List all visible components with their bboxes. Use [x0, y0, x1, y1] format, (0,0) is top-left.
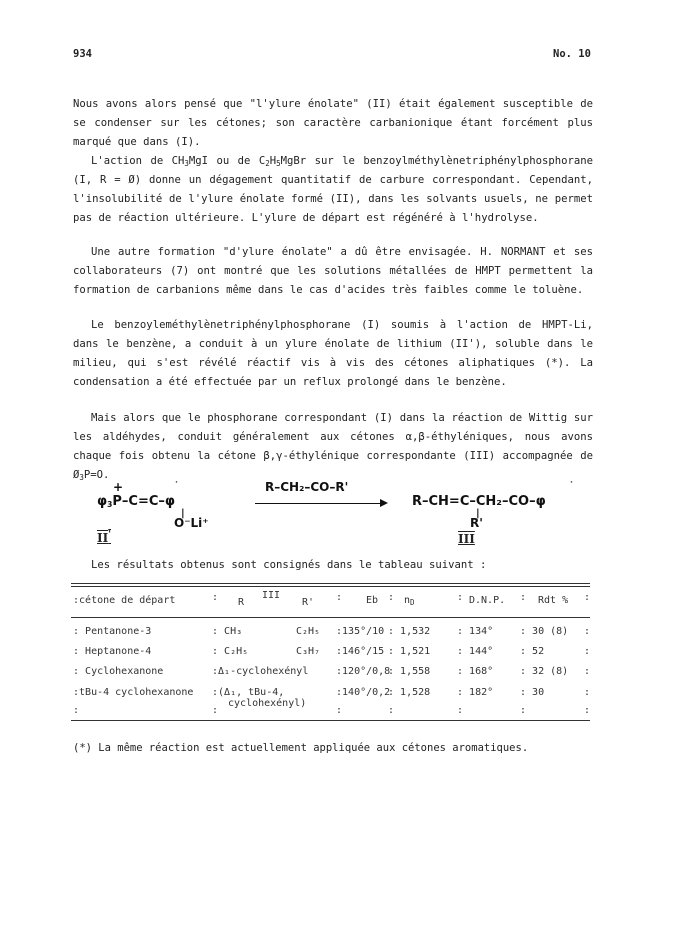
issue-number: No. 10: [553, 48, 591, 60]
paragraph-4: Le benzoyleméthylènetriphénylphosphorane (I) soumis à l'action de HMPT-Li, dans le benzène, a conduit à un ylure énolate de lithium (II'), soluble dans le milieu, qui s'est révélé réactif vis à vis des cétones aliphatiques (*). La condensation a été effectuée par un reflux prolongé dans le benzène.: [73, 319, 593, 388]
paragraph-1: Nous avons alors pensé que "l'ylure énolate" (II) était également susceptible de se condenser sur les cétones; son caractère carbanionique étant forcément plus marqué que dans (I).: [73, 98, 593, 148]
table-top-rule-2: [71, 586, 590, 587]
scheme-dot: ˙: [569, 481, 574, 492]
table-filler: :: [584, 705, 591, 716]
col-sep: :: [584, 592, 591, 603]
paragraph-5: Mais alors que le phosphorane correspondant (I) dans la réaction de Wittig sur les aldéhydes, conduit généralement aux cétones α,β-éthyléniques, nous avons chaque fois obtenu la cétone β,γ-éthylénique correspondante (III) accompagnée de $Ø_3P=O$.: [73, 412, 593, 482]
table-header-rule: [71, 617, 590, 618]
col-header-rdt: Rdt %: [538, 595, 569, 606]
col-header-dnp: D.N.P.: [469, 595, 506, 606]
scheme-right-formula: R–CH=C–CH₂–CO–φ: [412, 494, 546, 509]
paragraph-2: L'action de $CH_3MgI$ ou de $C_2H_5MgBr$ sur le benzoylméthylènetriphénylphosphorane (I, R = Ø) donne un dégagement quantitatif de carbure correspondant. Cependant, l'insolubilité de l'ylure énolate formé (II), dans les solvants usuels, ne permet pas de réaction ultérieure. L'ylure de départ est régénéré à l'hydrolyse.: [73, 155, 593, 224]
compound-label-ii-prime: II': [97, 530, 111, 545]
col-header-iii: III: [262, 590, 281, 601]
table-intro: Les résultats obtenus sont consignés dans le tableau suivant :: [91, 559, 487, 571]
page-number: 934: [73, 48, 92, 60]
col-header-r: R: [238, 597, 245, 608]
table-filler: :: [212, 705, 219, 716]
table-filler: :: [520, 705, 527, 716]
compound-label-iii: III: [458, 532, 475, 546]
col-sep: :: [520, 592, 527, 603]
scheme-left-bottom: O⁻Li⁺: [174, 516, 209, 530]
col-header-eb: Eb: [366, 595, 379, 606]
scheme-minus: ˙: [174, 481, 179, 492]
reaction-arrow-shaft: [255, 503, 385, 504]
scheme-right-substituent: R': [470, 516, 483, 530]
table-filler: :: [73, 705, 80, 716]
table-top-rule: [71, 583, 590, 584]
table-filler: :: [336, 705, 343, 716]
table-bottom-rule: [71, 720, 590, 721]
col-sep: :: [336, 592, 343, 603]
col-header-rprime: R': [302, 597, 315, 608]
scheme-left-formula: $\varphi_3P-C=C-\varphi$: [97, 494, 176, 509]
col-header-cetone: :cétone de départ: [73, 595, 176, 606]
col-header-nd: $n_D$: [404, 595, 415, 607]
scheme-plus: +: [113, 480, 124, 494]
reaction-arrow-head: [380, 499, 388, 507]
scheme-bond-down: |: [181, 508, 185, 519]
table-filler: :: [388, 705, 395, 716]
col-sep: :: [212, 592, 219, 603]
scheme-reagent: R–CH₂–CO–R': [265, 480, 349, 494]
col-sep: :: [457, 592, 464, 603]
table-filler: :: [457, 705, 464, 716]
footnote: (*) La même réaction est actuellement appliquée aux cétones aromatiques.: [73, 742, 529, 754]
scheme-right-bond: |: [476, 508, 480, 519]
paragraph-3: Une autre formation "d'ylure énolate" a dû être envisagée. H. NORMANT et ses collaborateurs (7) ont montré que les solutions métallées de HMPT permettent la formation de carbanions même dans le cas d'acides très faibles comme le toluène.: [73, 246, 593, 296]
col-sep: :: [388, 592, 395, 603]
